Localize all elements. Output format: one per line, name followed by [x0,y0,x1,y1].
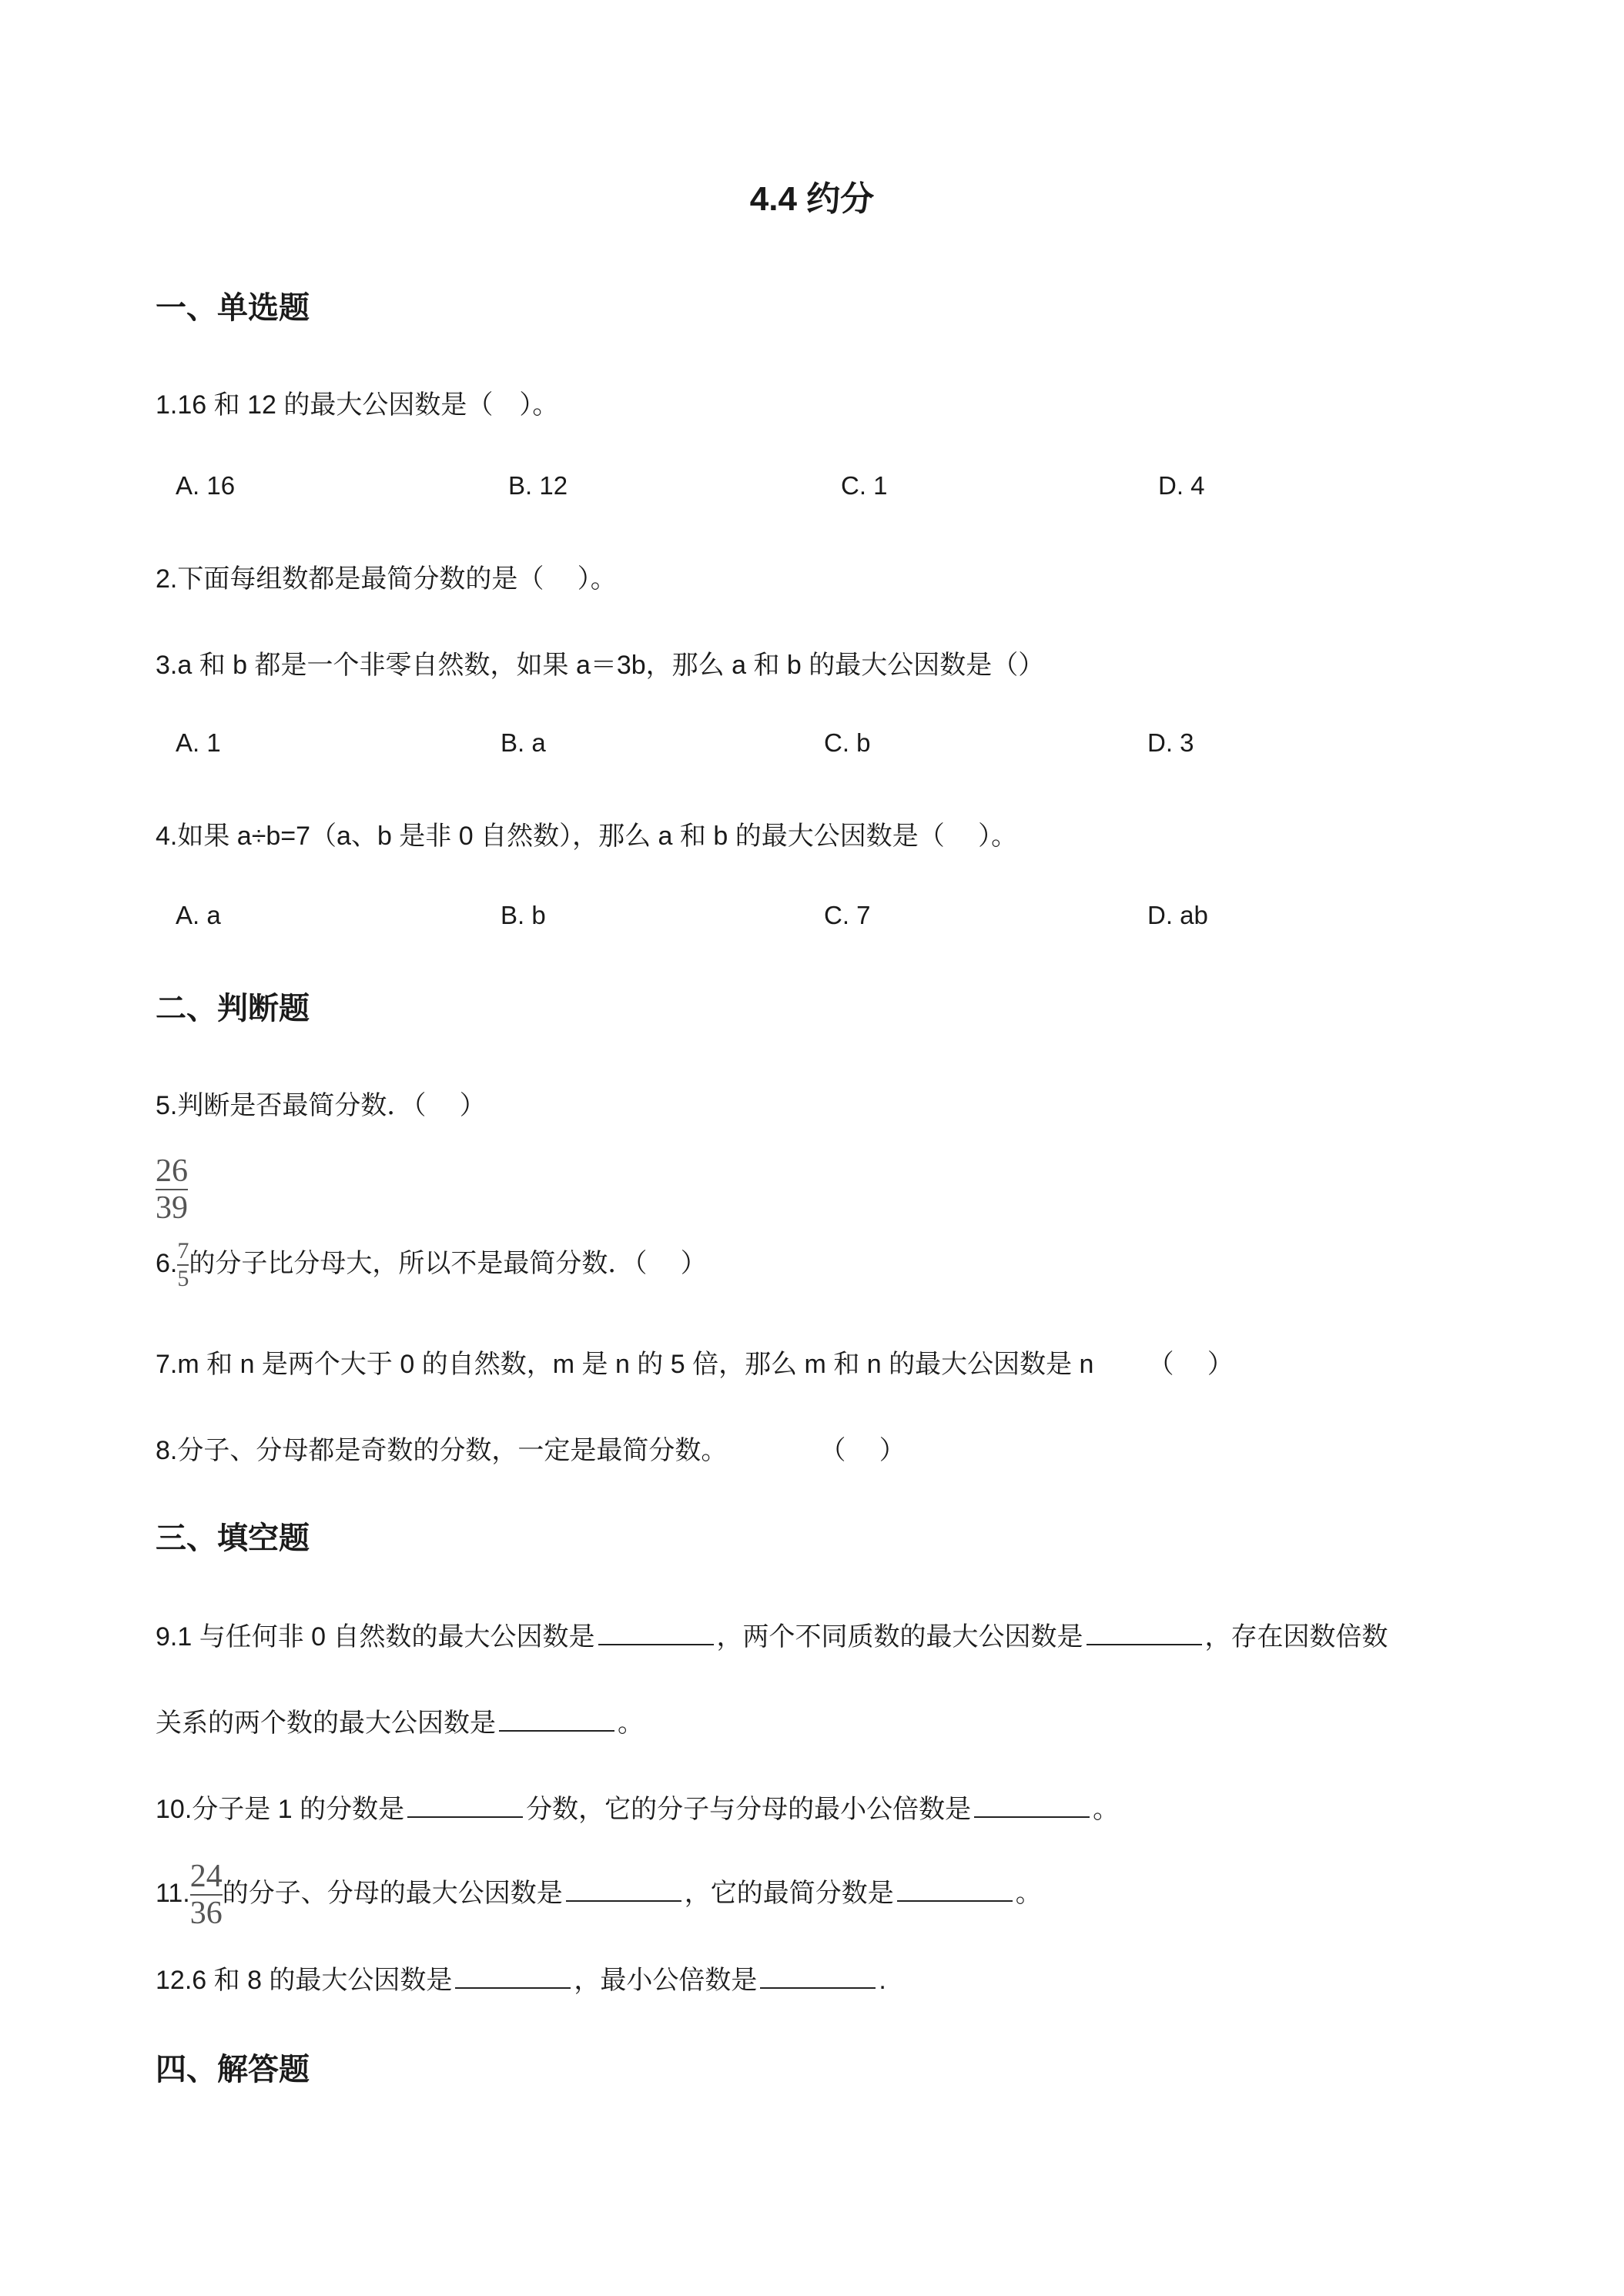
q5-fraction [156,1155,188,1224]
q11-blank-1[interactable] [566,1874,681,1902]
q3-option-d: D. 3 [1147,728,1194,757]
q1-option-b: B. 12 [508,471,568,500]
q6-text: 的分子比分母大，所以不是最简分数．（ ） [189,1248,707,1278]
section-heading-true-false: 二、判断题 [156,992,310,1026]
q8-text: 8.分子、分母都是奇数的分数，一定是最简分数。 [156,1436,728,1465]
q12-part2: ，最小公倍数是 [574,1966,758,1995]
q9-part1: 9.1 与任何非 0 自然数的最大公因数是 [156,1622,595,1652]
q10-blank-2[interactable] [974,1790,1090,1818]
q3-option-c: C. b [824,728,871,757]
q10-blank-1[interactable] [407,1790,523,1818]
q6-prefix: 6. [156,1248,178,1278]
section-heading-fill-blank: 三、填空题 [156,1521,310,1555]
question-9-line-2 [156,1702,644,1739]
question-1: 1.16 和 12 的最大公因数是（ ）。 [156,390,559,420]
q11-part1: 的分子、分母的最大公因数是 [222,1878,563,1908]
section-heading-answer: 四、解答题 [156,2053,310,2087]
q3-option-a: A. 1 [176,728,221,757]
question-4: 4.如果 a÷b=7（a、b 是非 0 自然数），那么 a 和 b 的最大公因数是（ ）。 [156,822,1018,851]
q11-blank-2[interactable] [897,1874,1013,1902]
section-heading-single-choice: 一、单选题 [156,291,310,325]
q11-part3: 。 [1015,1878,1042,1908]
fraction-26-39 [156,1155,188,1224]
q3-option-b: B. a [501,728,546,757]
q8-paren: （ ） [819,1436,906,1465]
q9-part3: ，存在因数倍数 [1204,1622,1388,1652]
q7-paren: （ ） [1147,1350,1234,1379]
q7-text: 7.m 和 n 是两个大于 0 的自然数，m 是 n 的 5 倍，那么 m 和 n 的最大公因数是 n [156,1350,1094,1379]
q12-part3: . [879,1966,886,1995]
question-12 [156,1959,886,1996]
q9-blank-3[interactable] [499,1704,614,1732]
q9-part2: ，两个不同质数的最大公因数是 [716,1622,1083,1652]
fraction-numerator: 24 [189,1859,223,1894]
fraction-numerator: 7 [177,1238,189,1263]
question-10 [156,1788,1119,1826]
q9-part5: 。 [618,1709,644,1738]
q11-prefix: 11. [156,1878,190,1908]
question-11 [156,1860,1042,1930]
q10-part2: 分数，它的分子与分母的最小公倍数是 [526,1795,972,1824]
q11-part2: ，它的最简分数是 [684,1878,894,1908]
q4-option-a: A. a [176,901,221,929]
question-2: 2.下面每组数都是最简分数的是（ ）。 [156,564,617,594]
q1-option-c: C. 1 [841,471,888,500]
fraction-denominator: 36 [189,1896,223,1931]
q10-part3: 。 [1093,1795,1120,1824]
fraction-numerator: 26 [156,1153,188,1189]
question-7 [156,1343,1234,1381]
q10-part1: 10.分子是 1 的分数是 [156,1795,405,1824]
page-title: 4.4 约分 [749,180,875,218]
q9-part4: 关系的两个数的最大公因数是 [156,1709,496,1738]
q9-blank-2[interactable] [1087,1618,1202,1645]
fraction-24-36 [190,1860,223,1930]
q4-option-d: D. ab [1147,901,1208,929]
q4-option-c: C. 7 [824,901,871,929]
q1-option-d: D. 4 [1158,471,1205,500]
question-3: 3.a 和 b 都是一个非零自然数，如果 a＝3b，那么 a 和 b 的最大公因数是（） [156,651,1045,680]
q12-part1: 12.6 和 8 的最大公因数是 [156,1966,453,1995]
fraction-denominator: 39 [156,1190,188,1226]
q9-blank-1[interactable] [598,1618,714,1645]
q12-blank-1[interactable] [455,1961,571,1989]
q4-option-b: B. b [501,901,546,929]
question-9-line-1 [156,1615,1388,1653]
question-6 [156,1240,707,1290]
q1-option-a: A. 16 [176,471,236,500]
fraction-denominator: 5 [177,1266,189,1291]
question-8 [156,1429,906,1467]
fraction-7-5 [177,1240,189,1290]
question-5: 5.判断是否最简分数．（ ） [156,1091,486,1120]
q12-blank-2[interactable] [760,1961,876,1989]
